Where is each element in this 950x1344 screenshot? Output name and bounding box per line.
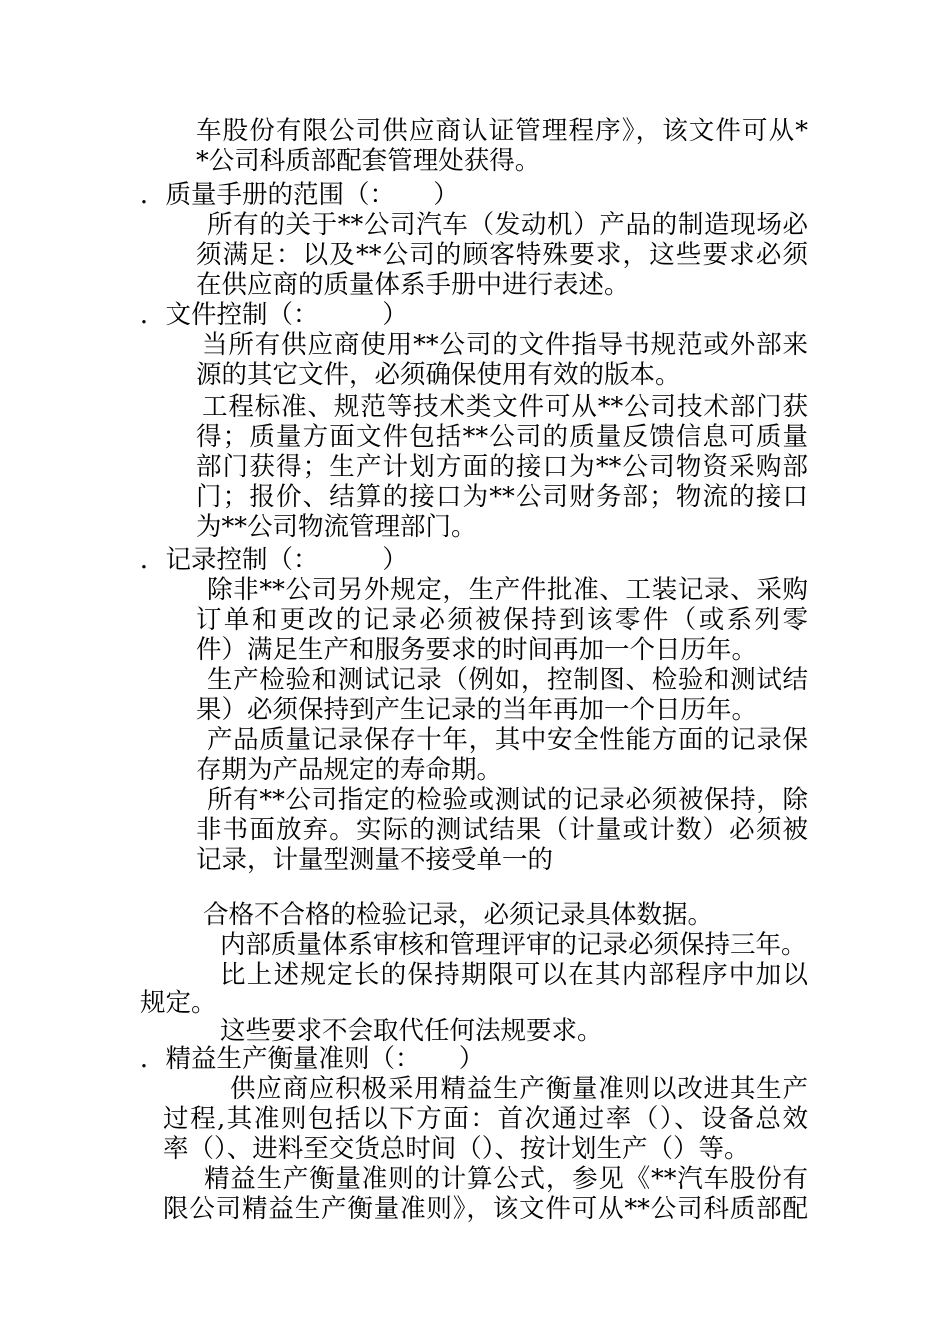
body-line: *公司科质部配套管理处获得。 [196,146,541,176]
body-line: 非书面放弃。实际的测试结果（计量或计数）必须被 [196,815,808,845]
body-line: 记录，计量型测量不接受单一的 [196,845,554,875]
body-line: 果）必须保持到产生记录的当年再加一个日历年。 [196,695,758,725]
body-line: 产品质量记录保存十年，其中安全性能方面的记录保 [207,725,808,755]
body-line: 存期为产品规定的寿命期。 [196,755,503,785]
body-line: 在供应商的质量体系手册中进行表述。 [196,270,630,300]
body-line: 内部质量体系审核和管理评审的记录必须保持三年。 [220,930,807,960]
body-line: 合格不合格的检验记录，必须记录具体数据。 [203,900,714,930]
body-line: 除非**公司另外规定，生产件批准、工装记录、采购 [207,575,808,605]
body-line: 这些要求不会取代任何法规要求。 [220,1016,603,1046]
body-line: 率（）、进料至交货总时间（）、按计划生产（）等。 [163,1134,750,1164]
body-line: 规定。 [140,988,217,1018]
body-line: 生产检验和测试记录（例如，控制图、检验和测试结 [207,665,808,695]
body-line: 源的其它文件，必须确保使用有效的版本。 [196,360,681,390]
section-heading-document-control: ．文件控制（： ） [140,300,408,330]
body-line: 精益生产衡量准则的计算公式，参见《**汽车股份有 [204,1164,808,1194]
body-line: 限公司精益生产衡量准则》，该文件可从**公司科质部配 [163,1194,808,1224]
body-line: 件）满足生产和服务要求的时间再加一个日历年。 [196,635,758,665]
section-heading-manual-scope: ．质量手册的范围（： ） [140,180,459,210]
body-line: 车股份有限公司供应商认证管理程序》，该文件可从* [196,116,808,146]
body-line: 门；报价、结算的接口为**公司财务部；物流的接口 [196,482,808,512]
body-line: 为**公司物流管理部门。 [196,512,477,542]
body-line: 过程,其准则包括以下方面：首次通过率（）、设备总效 [163,1104,808,1134]
body-line: 比上述规定长的保持期限可以在其内部程序中加以 [220,960,808,990]
body-line: 部门获得；生产计划方面的接口为**公司物资采购部 [196,452,808,482]
body-line: 当所有供应商使用**公司的文件指导书规范或外部来 [202,330,808,360]
body-line: 订单和更改的记录必须被保持到该零件（或系列零 [196,605,808,635]
body-line: 供应商应积极采用精益生产衡量准则以改进其生产 [230,1074,808,1104]
body-line: 所有**公司指定的检验或测试的记录必须被保持，除 [207,785,808,815]
section-heading-lean-metrics: ．精益生产衡量准则（： ） [140,1044,485,1074]
section-heading-record-control: ．记录控制（： ） [140,545,408,575]
body-line: 得；质量方面文件包括**公司的质量反馈信息可质量 [196,422,808,452]
body-line: 所有的关于**公司汽车（发动机）产品的制造现场必 [207,210,808,240]
body-line: 工程标准、规范等技术类文件可从**公司技术部门获 [202,392,808,422]
body-line: 须满足：以及**公司的顾客特殊要求，这些要求必须 [196,240,808,270]
